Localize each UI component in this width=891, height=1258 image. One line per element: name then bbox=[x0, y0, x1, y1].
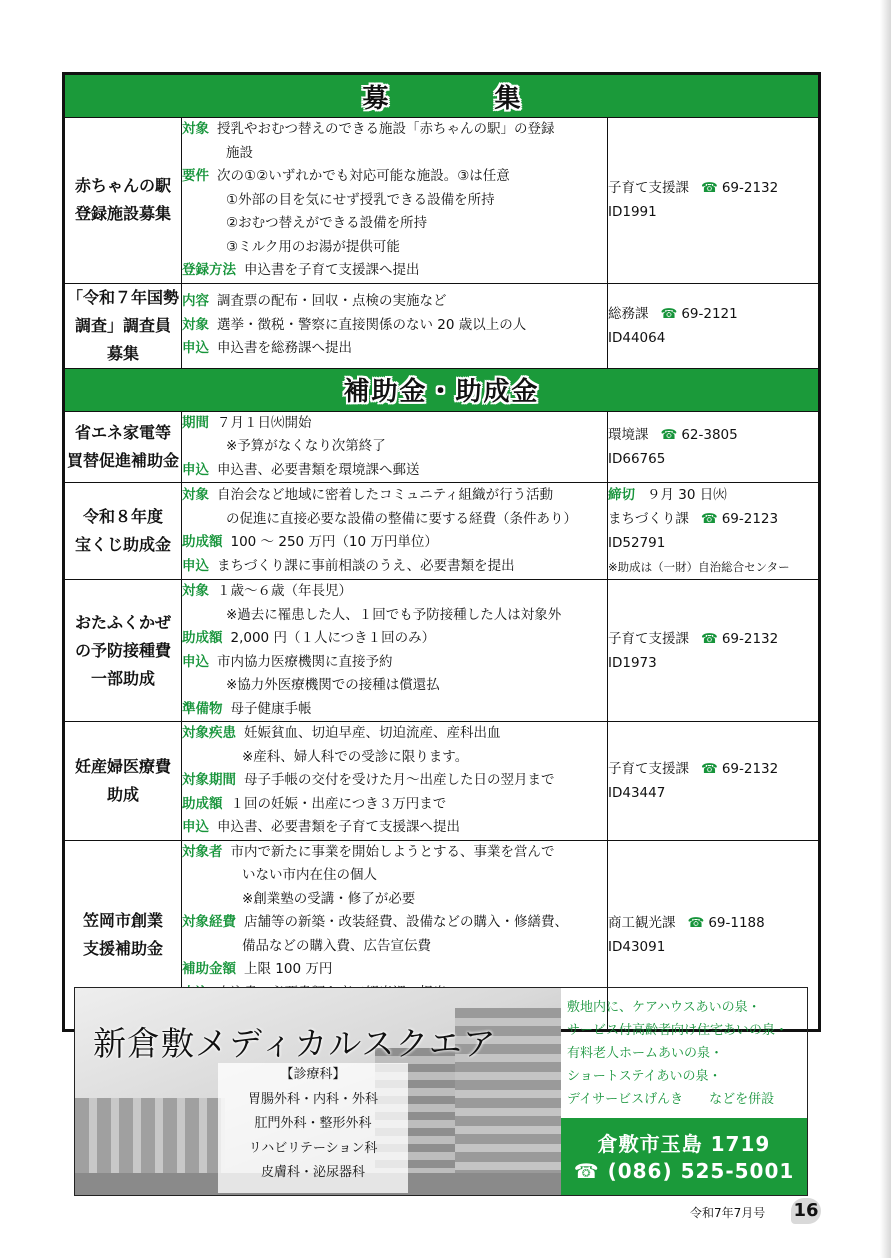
detail-line bbox=[182, 118, 607, 142]
section-title: 募 集 bbox=[362, 83, 561, 114]
item-name-line: 省エネ家電等 bbox=[74, 422, 171, 442]
section-row bbox=[64, 74, 820, 118]
item-contact bbox=[608, 580, 820, 722]
detail-text: 選挙・徴税・警察に直接関係のない 20 歳以上の人 bbox=[217, 316, 527, 333]
item-name-line: 令和８年度 bbox=[82, 507, 163, 526]
table-row bbox=[64, 283, 820, 368]
phone-icon: ☎ bbox=[701, 630, 718, 647]
item-name-line: おたふくかぜ bbox=[74, 612, 171, 632]
contact-dept: 子育て支援課 bbox=[608, 760, 689, 777]
ad-department: 皮膚科・泌尿器科 bbox=[260, 1165, 365, 1180]
ad-phone-number: (086) 525-5001 bbox=[607, 1159, 795, 1183]
detail-text: 申込書を子育て支援課へ提出 bbox=[244, 262, 420, 278]
item-name-line: 登録施設募集 bbox=[74, 204, 171, 224]
detail-text: 施設 bbox=[226, 144, 253, 161]
ad-departments-title: 【診療科】 bbox=[280, 1067, 346, 1082]
ad-address: 倉敷市玉島 1719 bbox=[597, 1132, 771, 1156]
detail-label: 対象 bbox=[182, 583, 209, 599]
ad-facility: サービス付高齢者向け住宅あいの泉・ bbox=[567, 1023, 789, 1038]
deadline-date: ９月 30 日㈫ bbox=[647, 487, 727, 503]
notice-table bbox=[62, 72, 821, 1032]
table-row bbox=[64, 580, 820, 722]
page-edge bbox=[880, 0, 891, 1258]
ad-info bbox=[561, 988, 807, 1195]
detail-text: 上限 100 万円 bbox=[244, 961, 333, 977]
deadline bbox=[608, 483, 818, 507]
detail-text: 次の①②いずれかでも対応可能な施設。③は任意 bbox=[217, 168, 510, 184]
detail-line bbox=[182, 236, 607, 260]
detail-text: まちづくり課に事前相談のうえ、必要書類を提出 bbox=[217, 557, 515, 574]
detail-line bbox=[182, 793, 607, 817]
contact-dept: 子育て支援課 bbox=[608, 630, 689, 647]
detail-text: ※創業塾の受講・修了が必要 bbox=[242, 890, 416, 907]
detail-line bbox=[182, 911, 607, 935]
detail-text: 母子健康手帳 bbox=[230, 700, 312, 717]
detail-text: 授乳やおむつ替えのできる施設「赤ちゃんの駅」の登録 bbox=[217, 121, 555, 137]
contact-dept-line bbox=[608, 757, 818, 781]
ad-departments bbox=[218, 1063, 408, 1193]
detail-text: 店舗等の新築・改装経費、設備などの購入・修繕費、 bbox=[244, 914, 568, 930]
item-contact bbox=[608, 283, 820, 368]
detail-label: 申込 bbox=[182, 340, 209, 357]
detail-line bbox=[182, 435, 607, 459]
item-name-line: 買替促進補助金 bbox=[66, 450, 179, 470]
contact-phone: 69-1188 bbox=[708, 914, 765, 931]
item-detail bbox=[182, 118, 608, 284]
detail-label: 申込 bbox=[182, 557, 209, 574]
contact-id: ID43091 bbox=[608, 938, 666, 955]
item-detail bbox=[182, 722, 608, 841]
detail-label: 対象疾患 bbox=[182, 725, 236, 741]
contact-dept: 環境課 bbox=[608, 426, 649, 443]
detail-line bbox=[182, 189, 607, 213]
contact-phone: 62-3805 bbox=[681, 426, 738, 443]
detail-text: ※予算がなくなり次第終了 bbox=[226, 438, 386, 454]
detail-text: １回の妊娠・出産につき３万円まで bbox=[230, 795, 447, 812]
ad-department: 胃腸外科・内科・外科 bbox=[247, 1091, 378, 1107]
detail-line bbox=[182, 604, 607, 628]
detail-line bbox=[182, 531, 607, 555]
detail-label: 要件 bbox=[182, 168, 209, 184]
phone-icon: ☎ bbox=[660, 426, 678, 443]
detail-text: ※過去に罹患した人、１回でも予防接種した人は対象外 bbox=[226, 606, 562, 623]
detail-text: ７月１日㈫開始 bbox=[217, 414, 312, 431]
detail-line bbox=[182, 142, 607, 166]
detail-label: 申込 bbox=[182, 819, 209, 835]
table-row bbox=[64, 411, 820, 483]
ad-facilities bbox=[561, 988, 807, 1111]
detail-line bbox=[182, 722, 607, 746]
detail-label: 対象者 bbox=[182, 843, 223, 860]
detail-text: 申込書を総務課へ提出 bbox=[217, 340, 352, 357]
item-name-line: 赤ちゃんの駅 bbox=[74, 176, 171, 196]
detail-label: 登録方法 bbox=[182, 262, 236, 278]
contact-phone: 69-2132 bbox=[721, 760, 779, 777]
ad-contact-box bbox=[561, 1118, 807, 1195]
detail-line bbox=[182, 212, 607, 236]
phone-icon: ☎ bbox=[700, 511, 718, 527]
ad-department: リハビリテーション科 bbox=[248, 1140, 378, 1156]
detail-label: 内容 bbox=[182, 293, 209, 310]
detail-label: 助成額 bbox=[182, 630, 223, 646]
item-name bbox=[64, 118, 182, 284]
detail-text: 申込書、必要書類を環境課へ郵送 bbox=[217, 461, 420, 478]
detail-text: 市内で新たに事業を開始しようとする、事業を営んで bbox=[230, 843, 555, 860]
item-name-line: 一部助成 bbox=[90, 668, 155, 688]
table-row bbox=[64, 483, 820, 580]
advertisement bbox=[74, 987, 808, 1196]
item-name-line: 妊産婦医療費 bbox=[74, 756, 171, 776]
phone-icon: ☎ bbox=[701, 180, 718, 197]
item-name-line: 調査」調査員 bbox=[74, 315, 171, 335]
phone-icon: ☎ bbox=[687, 914, 705, 931]
detail-label: 助成額 bbox=[182, 795, 223, 812]
detail-line bbox=[182, 698, 607, 722]
detail-line bbox=[182, 627, 607, 651]
ad-facility: デイサービスげんき などを併設 bbox=[567, 1092, 775, 1107]
detail-line bbox=[182, 484, 607, 508]
contact-phone: 69-2121 bbox=[681, 305, 738, 322]
item-name-line: 宝くじ助成金 bbox=[74, 535, 171, 554]
detail-text: 2,000 円（１人につき１回のみ） bbox=[230, 630, 436, 646]
detail-text: 申込書、必要書類を子育て支援課へ提出 bbox=[217, 819, 460, 835]
ad-department: 肛門外科・整形外科 bbox=[254, 1116, 372, 1131]
item-detail bbox=[182, 411, 608, 483]
detail-line bbox=[182, 935, 607, 959]
detail-label: 申込 bbox=[182, 653, 209, 670]
ad-facility: 敷地内に、ケアハウスあいの泉・ bbox=[567, 1000, 761, 1015]
detail-label: 申込 bbox=[182, 461, 209, 478]
detail-line bbox=[182, 746, 607, 770]
detail-line bbox=[182, 888, 607, 912]
detail-text: ①外部の目を気にせず授乳できる設備を所持 bbox=[226, 191, 495, 208]
contact-dept-line bbox=[608, 627, 818, 651]
detail-line bbox=[182, 816, 607, 840]
phone-icon: ☎ bbox=[573, 1159, 600, 1183]
contact-id: ID44064 bbox=[608, 329, 666, 346]
ad-clinic-name: 新倉敷メディカルスクエア bbox=[93, 1024, 497, 1063]
contact-id: ID1991 bbox=[608, 204, 657, 221]
item-name-line: 助成 bbox=[106, 784, 139, 804]
contact-dept: 子育て支援課 bbox=[608, 180, 689, 197]
contact-dept-line bbox=[608, 423, 818, 447]
ad-facility: 有料老人ホームあいの泉・ bbox=[567, 1046, 724, 1061]
detail-text: 調査票の配布・回収・点検の実施など bbox=[217, 293, 447, 310]
detail-line bbox=[182, 459, 607, 483]
detail-text: ③ミルク用のお湯が提供可能 bbox=[226, 238, 400, 255]
issue-label: 令和7年7月号 bbox=[690, 1206, 766, 1220]
item-detail bbox=[182, 483, 608, 580]
detail-text: いない市内在住の個人 bbox=[242, 867, 377, 883]
detail-label: 対象経費 bbox=[182, 914, 236, 930]
detail-line bbox=[182, 165, 607, 189]
item-contact bbox=[608, 118, 820, 284]
item-name bbox=[64, 283, 182, 368]
item-name-line: 「令和７年国勢 bbox=[66, 287, 179, 307]
detail-line bbox=[182, 769, 607, 793]
detail-line bbox=[182, 259, 607, 283]
ad-facility: ショートステイあいの泉・ bbox=[567, 1069, 722, 1084]
detail-label: 準備物 bbox=[182, 700, 223, 717]
detail-line bbox=[182, 337, 607, 361]
detail-line bbox=[182, 412, 607, 436]
contact-dept-line bbox=[608, 507, 818, 531]
table-row bbox=[64, 722, 820, 841]
detail-line bbox=[182, 508, 607, 532]
detail-line bbox=[182, 314, 607, 338]
contact-id: ID52791 bbox=[608, 535, 666, 551]
detail-line bbox=[182, 651, 607, 675]
detail-label: 対象期間 bbox=[182, 772, 236, 788]
detail-text: 妊娠貧血、切迫早産、切迫流産、産科出血 bbox=[244, 725, 501, 741]
detail-text: の促進に直接必要な設備の整備に要する経費（条件あり） bbox=[226, 510, 577, 527]
item-name bbox=[64, 722, 182, 841]
deadline-label: 締切 bbox=[608, 487, 635, 503]
detail-label: 対象 bbox=[182, 316, 209, 333]
detail-text: 備品などの購入費、広告宣伝費 bbox=[242, 937, 431, 954]
detail-text: 母子手帳の交付を受けた月～出産した日の翌月まで bbox=[244, 772, 555, 788]
contact-id: ID1973 bbox=[608, 654, 657, 671]
ad-photo bbox=[75, 988, 561, 1195]
table-row bbox=[64, 118, 820, 284]
item-contact bbox=[608, 483, 820, 580]
detail-label: 助成額 bbox=[182, 534, 223, 550]
detail-text: 自治会など地域に密着したコミュニティ組織が行う活動 bbox=[217, 487, 554, 503]
section-header bbox=[64, 74, 820, 118]
item-name-line: の予防接種費 bbox=[74, 640, 171, 660]
contact-phone: 69-2132 bbox=[721, 180, 779, 197]
item-detail bbox=[182, 580, 608, 722]
item-name bbox=[64, 411, 182, 483]
detail-text: 100 ～ 250 万円（10 万円単位） bbox=[230, 534, 438, 550]
item-name-line: 募集 bbox=[106, 343, 139, 363]
detail-line bbox=[182, 580, 607, 604]
detail-line bbox=[182, 841, 607, 865]
section-header bbox=[64, 368, 820, 411]
item-name bbox=[64, 483, 182, 580]
item-contact bbox=[608, 411, 820, 483]
item-name bbox=[64, 580, 182, 722]
item-name-line: 笠岡市創業 bbox=[82, 910, 163, 930]
phone-icon: ☎ bbox=[701, 760, 718, 777]
detail-text: １歳～６歳（年長児） bbox=[217, 583, 352, 599]
detail-label: 対象 bbox=[182, 487, 209, 503]
detail-line bbox=[182, 864, 607, 888]
detail-line bbox=[182, 555, 607, 579]
item-name-line: 支援補助金 bbox=[82, 938, 163, 958]
detail-line bbox=[182, 290, 607, 314]
detail-text: ②おむつ替えができる設備を所持 bbox=[226, 215, 428, 231]
item-detail bbox=[182, 283, 608, 368]
detail-label: 対象 bbox=[182, 121, 209, 137]
detail-label: 補助金額 bbox=[182, 961, 236, 977]
contact-id: ID66765 bbox=[608, 450, 666, 467]
contact-phone: 69-2123 bbox=[721, 511, 779, 527]
phone-icon: ☎ bbox=[660, 305, 678, 322]
detail-line bbox=[182, 958, 607, 982]
contact-dept-line bbox=[608, 176, 818, 200]
contact-phone: 69-2132 bbox=[721, 630, 779, 647]
contact-dept: まちづくり課 bbox=[608, 511, 689, 527]
contact-dept: 総務課 bbox=[608, 305, 649, 322]
contact-dept-line bbox=[608, 911, 818, 935]
page-number: 16 bbox=[791, 1198, 821, 1224]
detail-line bbox=[182, 674, 607, 698]
detail-text: 市内協力医療機関に直接予約 bbox=[217, 653, 393, 670]
contact-id: ID43447 bbox=[608, 784, 666, 801]
detail-label: 期間 bbox=[182, 414, 209, 431]
contact-dept: 商工観光課 bbox=[608, 914, 676, 931]
ad-phone bbox=[561, 1159, 807, 1183]
section-title: 補助金・助成金 bbox=[343, 377, 540, 407]
item-contact bbox=[608, 722, 820, 841]
section-row bbox=[64, 368, 820, 411]
detail-text: ※産科、婦人科での受診に限ります。 bbox=[242, 748, 469, 765]
contact-dept-line bbox=[608, 302, 818, 326]
detail-text: ※協力外医療機関での接種は償還払 bbox=[226, 677, 440, 693]
contact-note: ※助成は（一財）自治総合センター bbox=[608, 560, 790, 574]
